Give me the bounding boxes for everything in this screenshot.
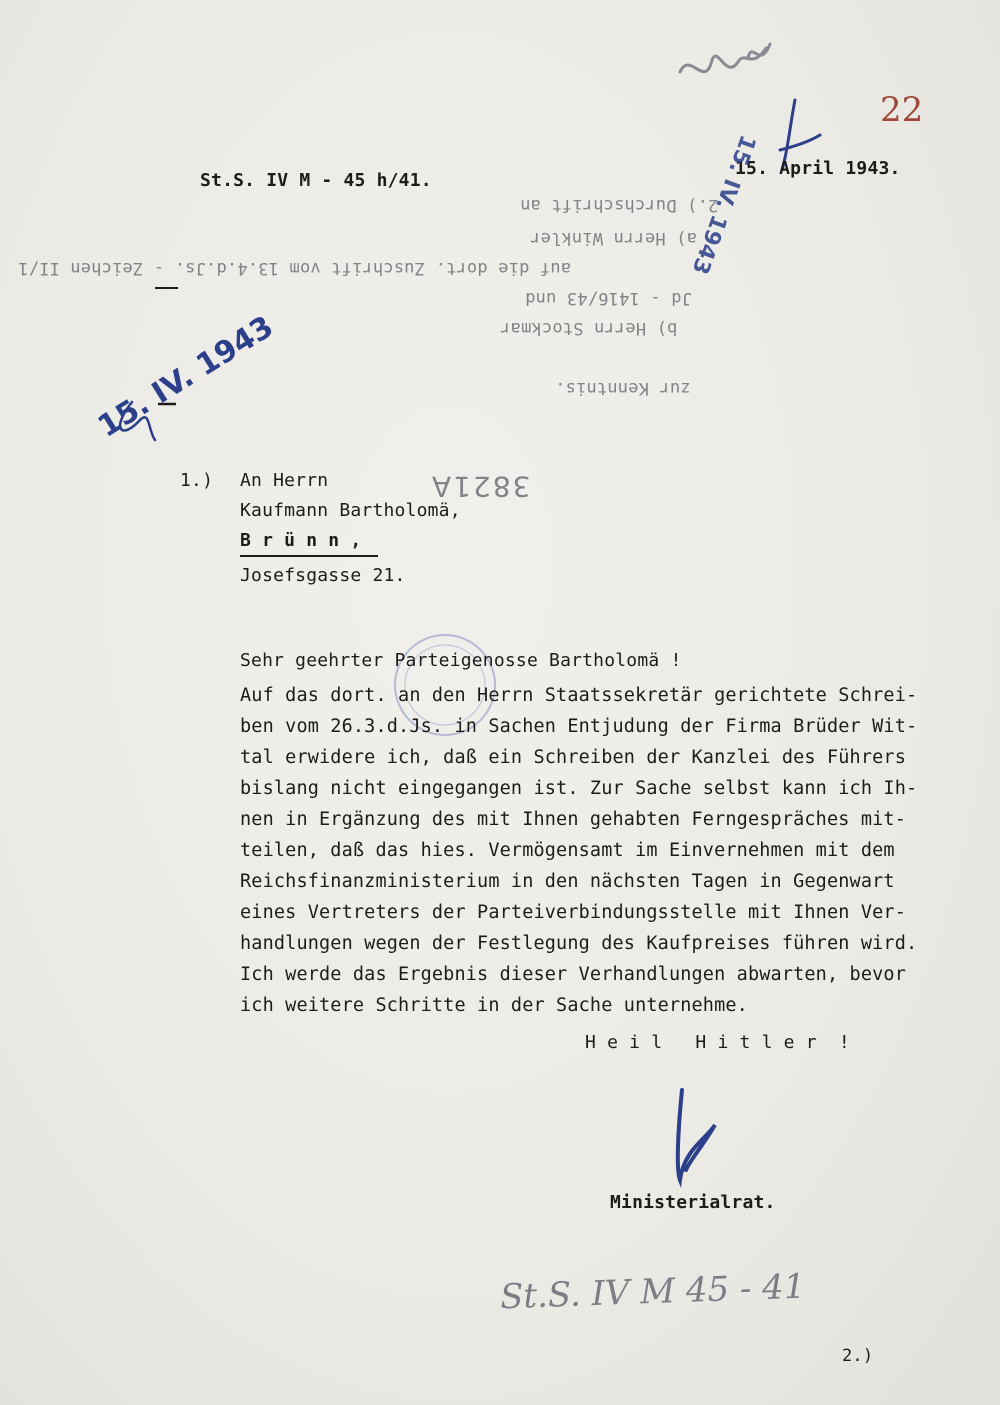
file-reference: St.S. IV M - 45 h/41. <box>200 170 432 191</box>
address-line-4: Josefsgasse 21. <box>240 565 406 586</box>
address-line-2: Kaufmann Bartholomä, <box>240 500 461 521</box>
body-line-8: eines Vertreters der Parteiverbindungsstelle mit Ihnen Ver- <box>240 902 906 923</box>
signature-title: Ministerialrat. <box>610 1192 776 1213</box>
body-line-2: ben vom 26.3.d.Js. in Sachen Entjudung der Firma Brüder Wit- <box>240 716 918 737</box>
date-stamp-right: 15. IV. 1943 <box>686 131 760 278</box>
handwritten-page-number: 22 <box>880 90 924 130</box>
body-line-1: Auf das dort. an den Herrn Staatssekretär gerichtete Schrei- <box>240 685 918 706</box>
item-number: 1.) <box>180 470 214 491</box>
signature-stroke <box>678 1090 715 1180</box>
page-marker: 2.) <box>842 1346 874 1366</box>
body-line-5: nen in Ergänzung des mit Ihnen gehabten Ferngespräches mit- <box>240 809 906 830</box>
body-line-7: Reichsfinanzministerium in den nächsten Tagen in Gegenwart <box>240 871 895 892</box>
date-stamp-left: 15. IV. 1943 <box>92 309 280 445</box>
body-line-9: handlungen wegen der Festlegung des Kaufpreises führen wird. <box>240 933 918 954</box>
carbon-line-1: 2.) Durchschrift an <box>520 195 719 215</box>
carbon-number: 3821A <box>430 470 531 503</box>
letter-date: 15. April 1943. <box>735 158 901 179</box>
carbon-line-3: auf die dort. Zuschrift vom 13.4.d.Js. - Zeichen II/1 <box>18 258 572 278</box>
body-line-4: bislang nicht eingegangen ist. Zur Sache selbst kann ich Ih- <box>240 778 918 799</box>
address-line-3: B r ü n n , <box>240 530 362 551</box>
carbon-line-6: zur Kenntnis. <box>555 378 691 398</box>
handwritten-file-reference: St.S. IV M 45 - 41 <box>499 1266 807 1318</box>
pencil-scribble <box>680 44 770 72</box>
body-line-3: tal erwidere ich, daß ein Schreiben der Kanzlei des Führers <box>240 747 906 768</box>
address-line-1: An Herrn <box>240 470 329 491</box>
carbon-line-4: Jd - 1416/43 und <box>525 288 692 308</box>
body-line-10: Ich werde das Ergebnis dieser Verhandlungen abwarten, bevor <box>240 964 906 985</box>
salutation: Sehr geehrter Parteigenosse Bartholomä ! <box>240 650 682 671</box>
body-line-6: teilen, daß das hies. Vermögensamt im Einvernehmen mit dem <box>240 840 895 861</box>
closing: H e i l H i t l e r ! <box>585 1032 850 1053</box>
carbon-line-2: a) Herrn Winkler <box>530 228 697 248</box>
carbon-line-5: b) Herrn Stockmar <box>500 318 678 338</box>
body-line-11: ich weitere Schritte in der Sache unternehme. <box>240 995 748 1016</box>
